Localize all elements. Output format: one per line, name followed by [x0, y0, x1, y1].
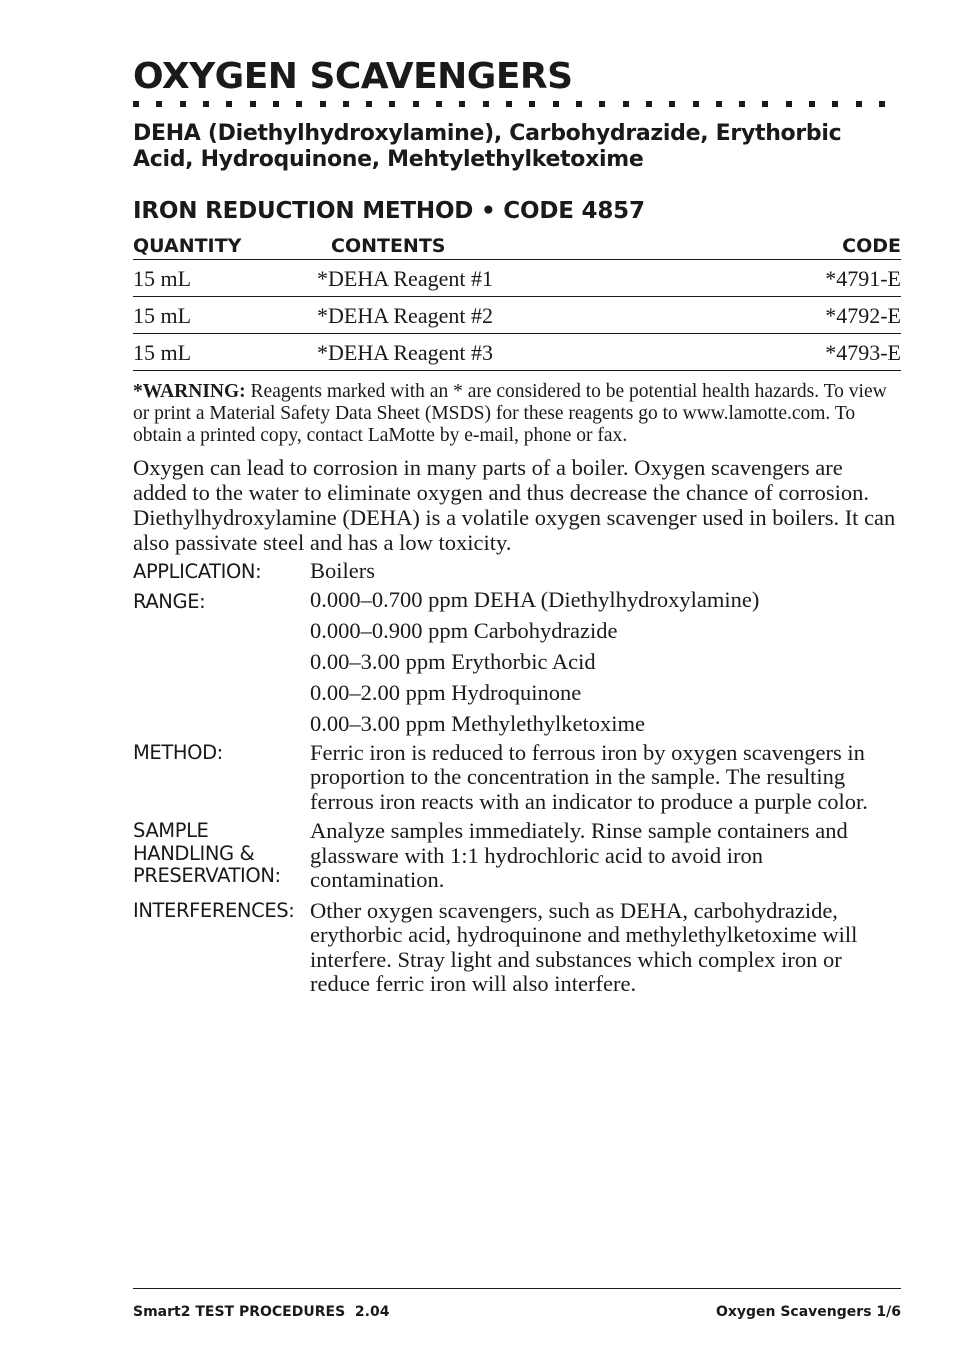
page-subtitle: DEHA (Diethylhydroxylamine), Carbohydrazide, Erythorbic Acid, Hydroquinone, Mehtylethylketoxime	[133, 121, 842, 172]
row-quantity: 15 mL	[133, 260, 317, 297]
spec-sample-handling	[133, 819, 901, 893]
spec-value: Other oxygen scavengers, such as DEHA, carbohydrazide, erythorbic acid, hydroquinone and methylethylketoxime will interfere. Stray light and substances which complex iron or reduce ferric iron will also interfere.	[310, 897, 858, 996]
intro-paragraph: Oxygen can lead to corrosion in many parts of a boiler. Oxygen scavengers are added to the water to eliminate oxygen and thus decrease the chance of corrosion. Diethylhydroxylamine (DEHA) is a volatile oxygen scavenger used in boilers. It can also passivate steel and has a low toxicity.	[133, 455, 896, 555]
range-item: 0.000–0.900 ppm Carbohydrazide	[310, 617, 618, 643]
warning-note	[133, 381, 901, 447]
table-header-row	[133, 231, 901, 260]
reagents-table	[133, 231, 901, 371]
row-quantity: 15 mL	[133, 297, 317, 334]
spec-application	[133, 559, 901, 584]
spec-range	[133, 584, 901, 739]
range-item: 0.00–3.00 ppm Erythorbic Acid	[310, 648, 596, 674]
spec-value: Ferric iron is reduced to ferrous iron by oxygen scavengers in proportion to the concentration in the sample. The resulting ferrous iron reacts with an indicator to produce a purple color.	[310, 739, 868, 814]
footer-left: Smart2 TEST PROCEDURES 2.04	[133, 1304, 390, 1320]
table-row	[133, 297, 901, 334]
row-quantity: 15 mL	[133, 334, 317, 371]
header-quantity: QUANTITY	[133, 231, 317, 260]
spec-value	[310, 584, 901, 739]
spec-label: APPLICATION:	[133, 560, 262, 583]
row-code: *4792-E	[731, 297, 901, 334]
table-row	[133, 260, 901, 297]
spec-value: Boilers	[310, 558, 375, 583]
page-footer	[133, 1288, 901, 1320]
method-title: IRON REDUCTION METHOD • CODE 4857	[133, 198, 645, 224]
header-contents: CONTENTS	[317, 231, 731, 260]
row-contents: *DEHA Reagent #2	[317, 297, 731, 334]
row-contents: *DEHA Reagent #3	[317, 334, 731, 371]
spec-label: RANGE:	[133, 589, 206, 613]
row-code: *4791-E	[731, 260, 901, 297]
range-item: 0.00–3.00 ppm Methylethylketoxime	[310, 710, 645, 736]
spec-label-line: SAMPLE	[133, 819, 209, 842]
spec-label	[133, 819, 310, 893]
row-code: *4793-E	[731, 334, 901, 371]
title-dotted-rule	[133, 101, 885, 109]
warning-label: *WARNING:	[133, 381, 246, 402]
footer-right: Oxygen Scavengers 1/6	[715, 1304, 901, 1320]
spec-label-line: HANDLING &	[133, 841, 255, 865]
spec-label: INTERFERENCES:	[133, 898, 295, 922]
document-page	[133, 55, 901, 997]
page-title: OXYGEN SCAVENGERS	[133, 56, 573, 97]
range-item: 0.00–2.00 ppm Hydroquinone	[310, 679, 582, 705]
warning-text: Reagents marked with an * are considered to be potential health hazards. To view or print a Material Safety Data Sheet (MSDS) for these reagents go to www.lamotte.com. To obtain a printed copy, contact LaMotte by e-mail, phone or fax.	[133, 381, 887, 446]
header-code: CODE	[731, 231, 901, 260]
row-contents: *DEHA Reagent #1	[317, 260, 731, 297]
spec-value: Analyze samples immediately. Rinse sample containers and glassware with 1:1 hydrochloric acid to avoid iron contamination.	[310, 818, 848, 892]
spec-label: METHOD:	[133, 740, 223, 764]
spec-interferences	[133, 899, 901, 997]
spec-label-line: PRESERVATION:	[133, 864, 281, 887]
range-item: 0.000–0.700 ppm DEHA (Diethylhydroxylamine)	[310, 586, 760, 612]
spec-method	[133, 741, 901, 815]
table-row	[133, 334, 901, 371]
